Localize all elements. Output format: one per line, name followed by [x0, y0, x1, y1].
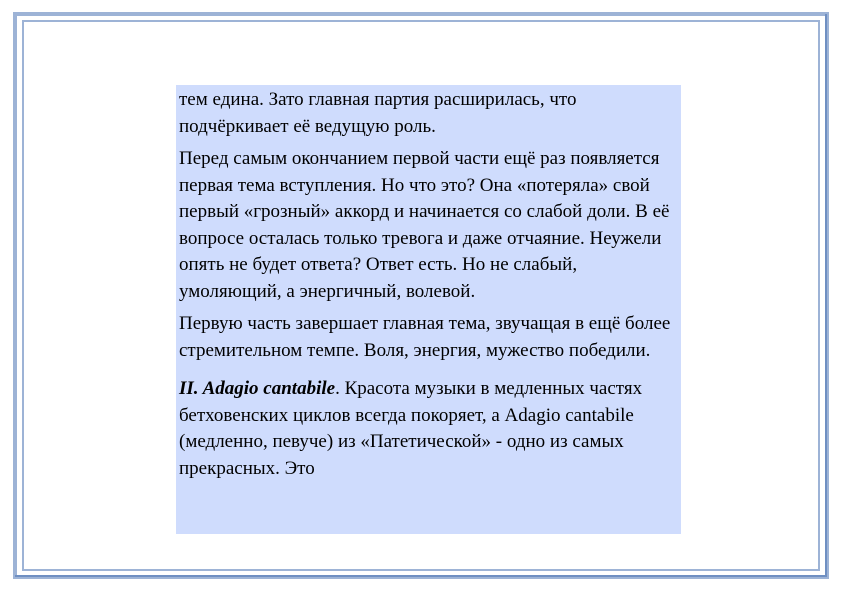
paragraph-4-body: . Красота музыки в медленных частях бетховенских циклов всегда покоряет, а Adagio cantabile (медленно, певуче) из «Патетической» - одно из самых прекрасных. Это [179, 378, 643, 479]
section-heading: II. Adagio cantabile [179, 378, 336, 399]
slide-frame-shadow-right [825, 14, 827, 577]
slide-frame-shadow-bottom [15, 575, 827, 577]
paragraph-3: Первую часть завершает главная тема, звучащая в ещё более стремительном темпе. Воля, энергия, мужество победили. [179, 313, 671, 361]
text-box [176, 85, 681, 534]
paragraph-1: тем едина. Зато главная партия расширилась, что подчёркивает её ведущую роль. [179, 89, 577, 137]
paragraph-4 [179, 376, 678, 482]
paragraph-2: Перед самым окончанием первой части ещё раз появляется первая тема вступления. Но что это? Она «потеряла» свой первый «грозный» аккорд и начинается со слабой доли. В её вопросе осталась только тревога и даже отчаяние. Неужели опять не будет ответа? Ответ есть. Но не слабый, умоляющий, а энергичный, волевой. [179, 148, 670, 302]
